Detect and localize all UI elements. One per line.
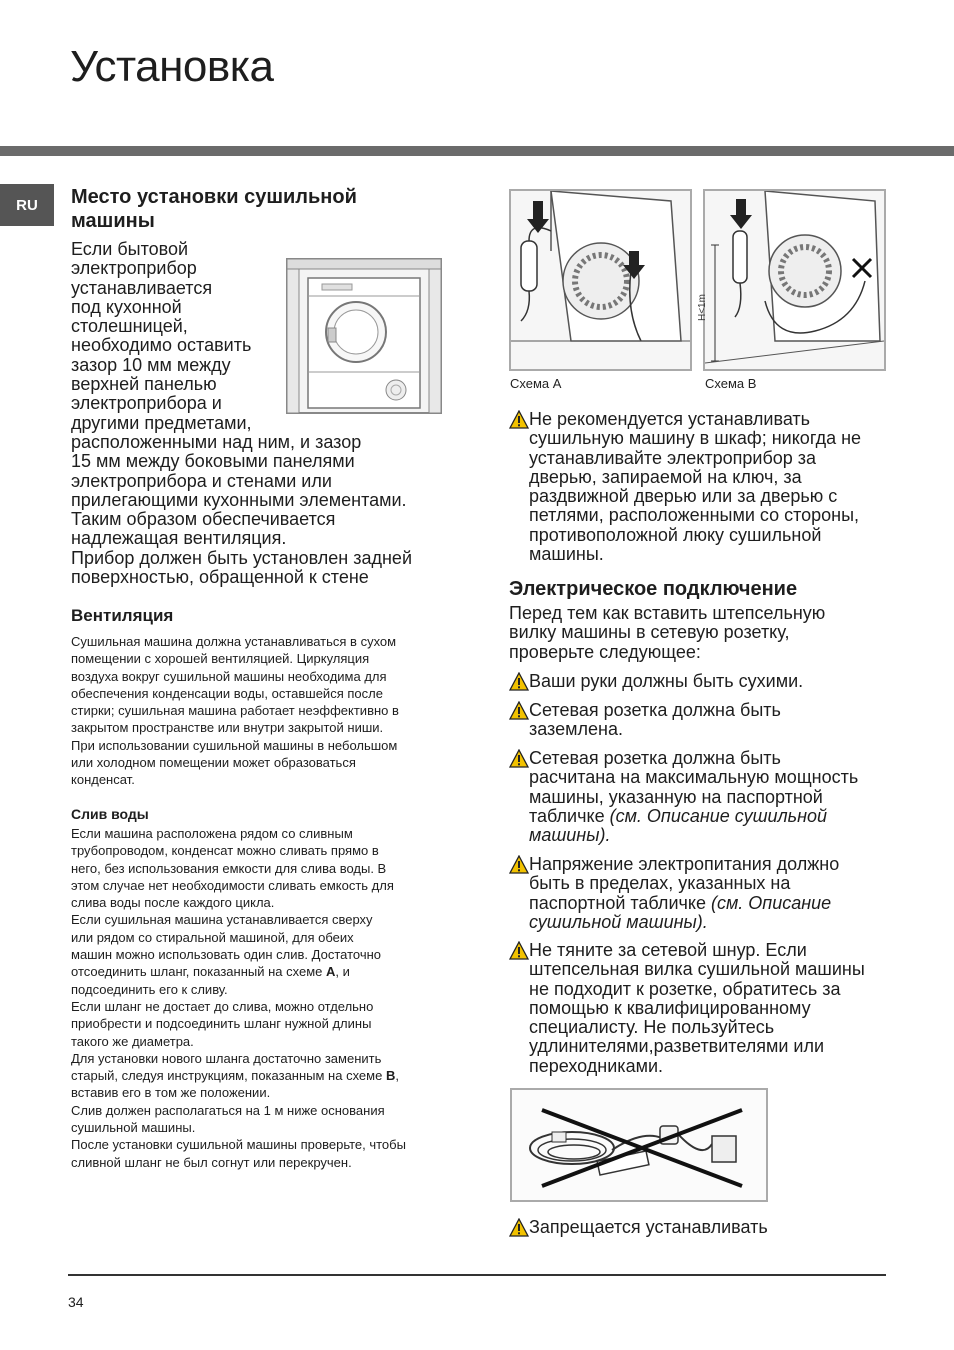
text-line: столешницей, xyxy=(71,316,188,337)
forbidden-warning xyxy=(509,1218,889,1237)
ventilation-section xyxy=(71,606,451,626)
drain-line-scheme-a: отсоединить шланг, показанный на схеме A, и xyxy=(71,964,350,980)
text-line: Для установки нового шланга достаточно заменить xyxy=(71,1050,382,1066)
text-line: слива воды после каждого цикла. xyxy=(71,895,275,911)
text-line: электроприбора и xyxy=(71,393,222,414)
header-bar xyxy=(0,146,954,156)
scheme-a-caption: Схема A xyxy=(510,376,562,391)
height-label: H<1m xyxy=(697,294,708,321)
text-line: него, без использования емкости для слива воды. В xyxy=(71,860,387,876)
text-line: необходимо оставить xyxy=(71,335,252,356)
text-line: Не рекомендуется устанавливать xyxy=(529,409,811,429)
text-line: Если сушильная машина устанавливается сверху xyxy=(71,912,373,928)
installation-place-section xyxy=(71,185,431,233)
text-line: под кухонной xyxy=(71,296,182,317)
text-line: помощью к квалифицированному xyxy=(529,997,811,1018)
cabinet-warning xyxy=(509,410,889,564)
text-line: Сушильная машина должна устанавливаться в сухом xyxy=(71,634,397,649)
text-line: заземлена. xyxy=(529,719,623,740)
text-line: такого же диаметра. xyxy=(71,1033,194,1049)
text-line: трубопроводом, конденсат можно сливать прямо в xyxy=(71,843,379,859)
page-number: 34 xyxy=(68,1294,84,1310)
text-line: верхней панелью xyxy=(71,374,217,395)
text-line: машины. xyxy=(529,544,604,565)
text-line: Сетевая розетка должна быть xyxy=(529,700,781,720)
warning-icon xyxy=(509,410,529,429)
intro-text-continued xyxy=(71,433,451,587)
text-line: Слив должен располагаться на 1 м ниже основания xyxy=(71,1102,385,1118)
drain-heading: Слив воды xyxy=(71,806,149,822)
text-line: сушильной машины. xyxy=(71,1120,196,1136)
text-line: Напряжение электропитания должно xyxy=(529,854,840,874)
text-line: штепсельная вилка сушильной машины xyxy=(529,959,865,980)
text-line: другими предметами, xyxy=(71,412,252,433)
text-line: прилегающими кухонными элементами. xyxy=(71,489,407,510)
text-line: помещении с хорошей вентиляцией. Циркуляция xyxy=(71,651,370,667)
text-line: этом случае нет необходимости сливать емкость для xyxy=(71,877,394,893)
text-line: машин можно использовать один слив. Достаточно xyxy=(71,947,382,963)
text-line: петлями, расположенными со стороны, xyxy=(529,505,860,526)
scheme-b-illustration xyxy=(697,189,886,371)
text-line: подсоединить его к сливу. xyxy=(71,981,228,997)
text-line: вилку машины в сетевую розетку, xyxy=(509,622,790,643)
warning-icon xyxy=(509,749,529,768)
text-line: стирки; сушильная машина работает неэффективно в xyxy=(71,703,399,719)
text-line: расчитана на максимальную мощность xyxy=(529,767,859,788)
language-tab: RU xyxy=(0,184,54,226)
text-line: Таким образом обеспечивается xyxy=(71,509,336,530)
text-line: расположенными над ним, и зазор xyxy=(71,432,362,452)
text-line: Если машина расположена рядом со сливным xyxy=(71,826,353,841)
drain-section xyxy=(71,806,451,822)
scheme-b-caption: Схема B xyxy=(705,376,757,391)
text-line: быть в пределах, указанных на xyxy=(529,873,791,894)
text-line: машины, указанную на паспортной xyxy=(529,786,823,807)
warning-icon xyxy=(509,1218,529,1237)
text-line: После установки сушильной машины проверьте, чтобы xyxy=(71,1137,406,1153)
text-line: специалисту. Не пользуйтесь xyxy=(529,1017,775,1038)
voltage-warning: Напряжение электропитания должно быть в пределах, указанных на паспортной табличке (см. Описание сушильной машины). xyxy=(509,855,889,932)
intro-text xyxy=(71,240,281,433)
text-line: устанавливайте электроприбор за xyxy=(529,447,817,468)
text-line: сушильную машину в шкаф; никогда не xyxy=(529,428,862,449)
drain-line-scheme-b: старый, следуя инструкциям, показанным на схеме B, xyxy=(71,1068,399,1084)
text-line: Ваши руки должны быть сухими. xyxy=(529,671,804,691)
text-line: зазор 10 мм между xyxy=(71,354,231,375)
text-line: раздвижной дверью или за дверью с xyxy=(529,486,838,507)
electrical-section xyxy=(509,577,889,601)
text-line: проверьте следующее: xyxy=(509,641,701,662)
cord-warning xyxy=(509,941,894,1076)
text-line: электроприбора и стенами или xyxy=(71,470,332,491)
grounded-socket-warning xyxy=(509,701,889,740)
text-line: дверью, запираемой на ключ, за xyxy=(529,466,802,487)
page-title: Установка xyxy=(70,42,274,91)
socket-power-warning: Сетевая розетка должна быть расчитана на максимальную мощность машины, указанную на паспортной табличке (см. Описание сушильной машины). xyxy=(509,749,889,845)
no-extension-cords-illustration xyxy=(510,1088,768,1202)
text-line: удлинителями,разветвителями или xyxy=(529,1036,825,1057)
text-line: противоположной люку сушильной xyxy=(529,524,822,545)
dryer-under-counter-illustration xyxy=(286,258,442,414)
text-line: сливной шланг не был согнут или перекручен. xyxy=(71,1154,352,1170)
text-line: не подходит к розетке, обратитесь за xyxy=(529,978,841,999)
text-line: Если бытовой xyxy=(71,239,189,259)
text-line: поверхностью, обращенной к стене xyxy=(71,567,369,588)
drain-text xyxy=(71,825,461,1171)
text-line: переходниками. xyxy=(529,1055,664,1076)
text-line: Сетевая розетка должна быть xyxy=(529,748,781,768)
text-line: электроприбор xyxy=(71,258,197,279)
text-line: надлежащая вентиляция. xyxy=(71,528,287,549)
electrical-intro xyxy=(509,604,889,662)
ventilation-text xyxy=(71,633,451,789)
text-line: или холодном помещении может образоваться xyxy=(71,755,356,771)
section-heading: Место установки сушильной машины xyxy=(71,186,357,232)
warning-icon xyxy=(509,672,529,691)
text-line: Не тяните за сетевой шнур. Если xyxy=(529,940,807,960)
text-line: 15 мм между боковыми панелями xyxy=(71,451,355,472)
text-line: Перед тем как вставить штепсельную xyxy=(509,603,826,623)
text-line: вставив его в том же положении. xyxy=(71,1085,271,1101)
text-line: конденсат. xyxy=(71,772,135,788)
warning-icon xyxy=(509,855,529,874)
text-line: закрытом пространстве или внутри закрытой ниши. xyxy=(71,720,384,736)
text-line: Если шланг не достает до слива, можно отдельно xyxy=(71,998,374,1014)
forbidden-text: Запрещается устанавливать xyxy=(529,1217,768,1237)
text-line: приобрести и подсоединить шланг нужной длины xyxy=(71,1016,372,1032)
text-line: устанавливается xyxy=(71,277,213,298)
warning-icon xyxy=(509,701,529,720)
scheme-a-illustration xyxy=(509,189,692,371)
electrical-heading: Электрическое подключение xyxy=(509,578,798,600)
dry-hands-warning xyxy=(509,672,889,691)
text-line: или рядом со стиральной машиной, для обеих xyxy=(71,929,354,945)
warning-icon xyxy=(509,941,529,960)
text-line: обеспечения конденсации воды, оставшейся после xyxy=(71,685,383,701)
ventilation-heading: Вентиляция xyxy=(71,606,174,625)
footer-rule xyxy=(68,1274,886,1276)
text-line: При использовании сушильной машины в небольшом xyxy=(71,737,398,753)
text-line: воздуха вокруг сушильной машины необходима для xyxy=(71,668,387,684)
text-line: Прибор должен быть установлен задней xyxy=(71,547,412,568)
